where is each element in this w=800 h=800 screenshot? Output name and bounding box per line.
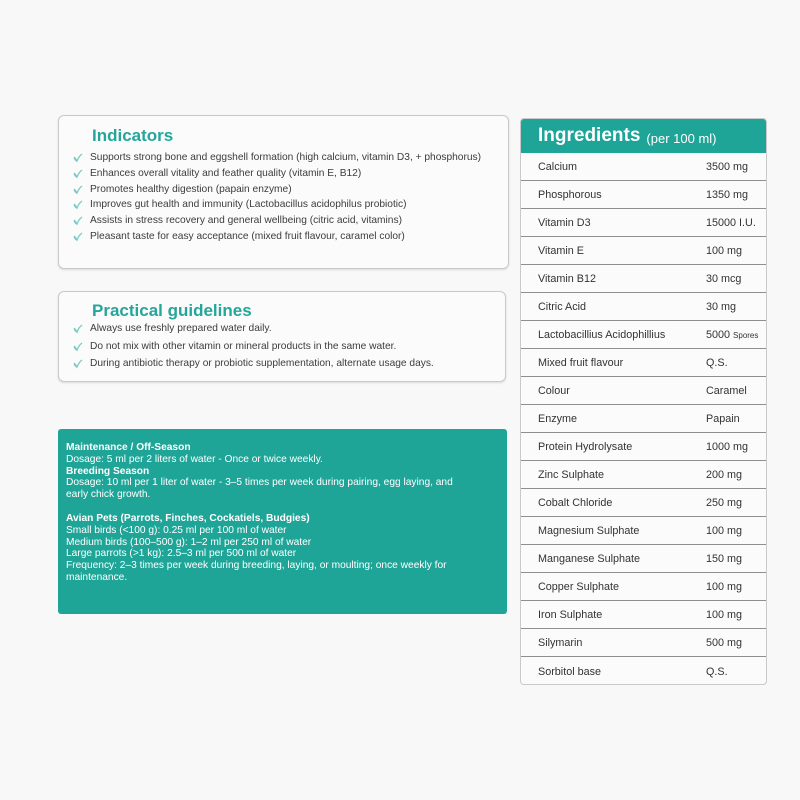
ingredient-name: Magnesium Sulphate bbox=[538, 524, 640, 537]
ingredient-name: Vitamin E bbox=[538, 244, 585, 257]
ingredient-amount-value: 100 mg bbox=[706, 524, 743, 537]
ingredient-amount-value: 100 mg bbox=[706, 608, 743, 621]
ingredient-name: Vitamin B12 bbox=[538, 272, 597, 285]
table-row bbox=[521, 293, 766, 321]
guidelines-list bbox=[73, 323, 497, 376]
ingredients-title: Ingredients bbox=[538, 125, 641, 146]
ingredient-name: Colour bbox=[538, 384, 570, 397]
breeding-title: Breeding Season bbox=[66, 465, 150, 477]
list-item-text: Always use freshly prepared water daily. bbox=[90, 323, 272, 334]
ingredient-amount-value: 5000 bbox=[706, 328, 734, 341]
ingredient-amount bbox=[706, 637, 766, 649]
ingredient-amount-unit: Spores bbox=[733, 330, 759, 340]
breeding-text: Dosage: 10 ml per 1 liter of water - 3–5 times per week during pairing, egg laying, and early chick growth. bbox=[66, 477, 453, 501]
indicators-list bbox=[73, 152, 500, 247]
ingredient-amount bbox=[706, 217, 766, 229]
maintenance-text: Dosage: 5 ml per 2 liters of water - Once or twice weekly. bbox=[66, 453, 323, 465]
ingredient-amount-value: 1350 mg bbox=[706, 188, 749, 201]
table-row bbox=[521, 461, 766, 489]
list-item-text: Enhances overall vitality and feather quality (vitamin E, B12) bbox=[90, 167, 362, 179]
table-row bbox=[521, 349, 766, 377]
table-row bbox=[521, 489, 766, 517]
ingredient-amount-value: 250 mg bbox=[706, 496, 743, 509]
list-item-text: Do not mix with other vitamin or mineral products in the same water. bbox=[90, 340, 397, 352]
ingredient-name: Citric Acid bbox=[538, 300, 586, 313]
ingredient-amount bbox=[706, 497, 766, 509]
list-item-text: Improves gut health and immunity (Lactobacillus acidophilus probiotic) bbox=[90, 199, 407, 211]
ingredient-name: Protein Hydrolysate bbox=[538, 440, 633, 453]
table-row bbox=[521, 629, 766, 657]
pets-line: Large parrots (>1 kg): 2.5–3 ml per 500 ml of water bbox=[66, 548, 297, 560]
leaf-check-icon bbox=[73, 216, 83, 226]
table-row bbox=[521, 377, 766, 405]
leaf-check-icon bbox=[73, 359, 83, 369]
pets-line: Medium birds (100–500 g): 1–2 ml per 250 ml of water bbox=[66, 536, 312, 548]
table-row bbox=[521, 517, 766, 545]
ingredient-name: Copper Sulphate bbox=[538, 580, 620, 593]
table-row bbox=[521, 657, 766, 685]
ingredient-name: Mixed fruit flavour bbox=[538, 356, 624, 369]
ingredient-amount bbox=[706, 245, 766, 257]
pets-line: Small birds (<100 g): 0.25 ml per 100 ml of water bbox=[66, 524, 287, 536]
leaf-check-icon bbox=[73, 232, 83, 242]
ingredients-card bbox=[520, 118, 767, 685]
ingredient-amount bbox=[706, 357, 766, 369]
ingredients-unit: (per 100 ml) bbox=[646, 130, 717, 146]
ingredient-amount-value: 3500 mg bbox=[706, 160, 749, 173]
ingredient-amount bbox=[706, 413, 766, 425]
ingredient-name: Phosphorous bbox=[538, 188, 602, 201]
ingredient-amount-value: 30 mg bbox=[706, 300, 737, 313]
ingredient-name: Sorbitol base bbox=[538, 666, 602, 678]
ingredient-amount bbox=[706, 441, 766, 453]
list-item bbox=[73, 215, 500, 228]
dosage-panel bbox=[58, 429, 507, 614]
ingredient-amount-value: 1000 mg bbox=[706, 440, 749, 453]
list-item bbox=[73, 152, 500, 165]
ingredient-name: Silymarin bbox=[538, 636, 583, 649]
pets-title: Avian Pets (Parrots, Finches, Cockatiels, Budgies) bbox=[66, 512, 310, 524]
ingredient-amount-value: 150 mg bbox=[706, 552, 743, 565]
ingredient-amount bbox=[706, 329, 766, 341]
maintenance-title: Maintenance / Off-Season bbox=[66, 442, 191, 453]
leaf-check-icon bbox=[73, 324, 83, 334]
ingredient-amount bbox=[706, 609, 766, 621]
ingredient-amount-value: Q.S. bbox=[706, 356, 728, 369]
ingredient-name: Calcium bbox=[538, 160, 577, 173]
list-item-text: Pleasant taste for easy acceptance (mixed fruit flavour, caramel color) bbox=[90, 230, 405, 242]
list-item bbox=[73, 341, 497, 354]
table-row bbox=[521, 601, 766, 629]
indicators-card bbox=[58, 115, 509, 269]
list-item bbox=[73, 168, 500, 181]
table-row bbox=[521, 237, 766, 265]
list-item-text: Assists in stress recovery and general wellbeing (citric acid, vitamins) bbox=[90, 215, 402, 227]
ingredient-amount-value: Q.S. bbox=[706, 666, 728, 678]
ingredient-amount bbox=[706, 273, 766, 285]
ingredient-name: Vitamin D3 bbox=[538, 216, 591, 229]
table-row bbox=[521, 153, 766, 181]
table-row bbox=[521, 545, 766, 573]
leaf-check-icon bbox=[73, 342, 83, 352]
guidelines-title: Practical guidelines bbox=[92, 301, 252, 320]
table-row bbox=[521, 265, 766, 293]
leaf-check-icon bbox=[73, 153, 83, 163]
guidelines-card bbox=[58, 291, 506, 382]
indicators-title: Indicators bbox=[92, 126, 174, 145]
table-row bbox=[521, 573, 766, 601]
list-item-text: Supports strong bone and eggshell formation (high calcium, vitamin D3, + phosphorus) bbox=[90, 152, 482, 163]
pets-line: Frequency: 2–3 times per week during breeding, laying, or moulting; once weekly for maintenance. bbox=[66, 560, 447, 583]
ingredient-amount bbox=[706, 553, 766, 565]
ingredient-name: Lactobacillius Acidophillius bbox=[538, 328, 666, 341]
ingredient-amount-value: 15000 I.U. bbox=[706, 216, 756, 229]
ingredients-table bbox=[521, 153, 766, 685]
ingredient-name: Manganese Sulphate bbox=[538, 552, 641, 565]
ingredient-amount-value: 500 mg bbox=[706, 636, 743, 649]
table-row bbox=[521, 321, 766, 349]
ingredient-amount-value: Papain bbox=[706, 412, 740, 425]
ingredient-amount-value: Caramel bbox=[706, 384, 747, 397]
list-item bbox=[73, 323, 497, 336]
ingredient-amount bbox=[706, 525, 766, 537]
table-row bbox=[521, 209, 766, 237]
list-item bbox=[73, 231, 500, 244]
ingredient-amount bbox=[706, 581, 766, 593]
ingredient-name: Zinc Sulphate bbox=[538, 468, 605, 481]
list-item-text: During antibiotic therapy or probiotic supplementation, alternate usage days. bbox=[90, 358, 434, 370]
table-row bbox=[521, 181, 766, 209]
table-row bbox=[521, 405, 766, 433]
list-item-text: Promotes healthy digestion (papain enzyme) bbox=[90, 183, 292, 195]
list-item bbox=[73, 358, 497, 371]
ingredient-amount-value: 30 mcg bbox=[706, 272, 742, 285]
ingredient-amount-value: 200 mg bbox=[706, 468, 743, 481]
spacer bbox=[66, 501, 499, 513]
ingredient-name: Cobalt Chloride bbox=[538, 496, 613, 509]
ingredient-amount bbox=[706, 385, 766, 397]
leaf-check-icon bbox=[73, 200, 83, 210]
ingredient-name: Iron Sulphate bbox=[538, 608, 603, 621]
ingredient-amount bbox=[706, 301, 766, 313]
leaf-check-icon bbox=[73, 185, 83, 195]
ingredient-amount bbox=[706, 469, 766, 481]
leaf-check-icon bbox=[73, 169, 83, 179]
ingredient-amount-value: 100 mg bbox=[706, 580, 743, 593]
list-item bbox=[73, 184, 500, 197]
ingredients-header bbox=[521, 119, 766, 153]
ingredient-name: Enzyme bbox=[538, 412, 578, 425]
table-row bbox=[521, 433, 766, 461]
ingredient-amount bbox=[706, 161, 766, 173]
ingredient-amount bbox=[706, 189, 766, 201]
list-item bbox=[73, 199, 500, 212]
ingredient-amount bbox=[706, 666, 766, 678]
ingredient-amount-value: 100 mg bbox=[706, 244, 743, 257]
